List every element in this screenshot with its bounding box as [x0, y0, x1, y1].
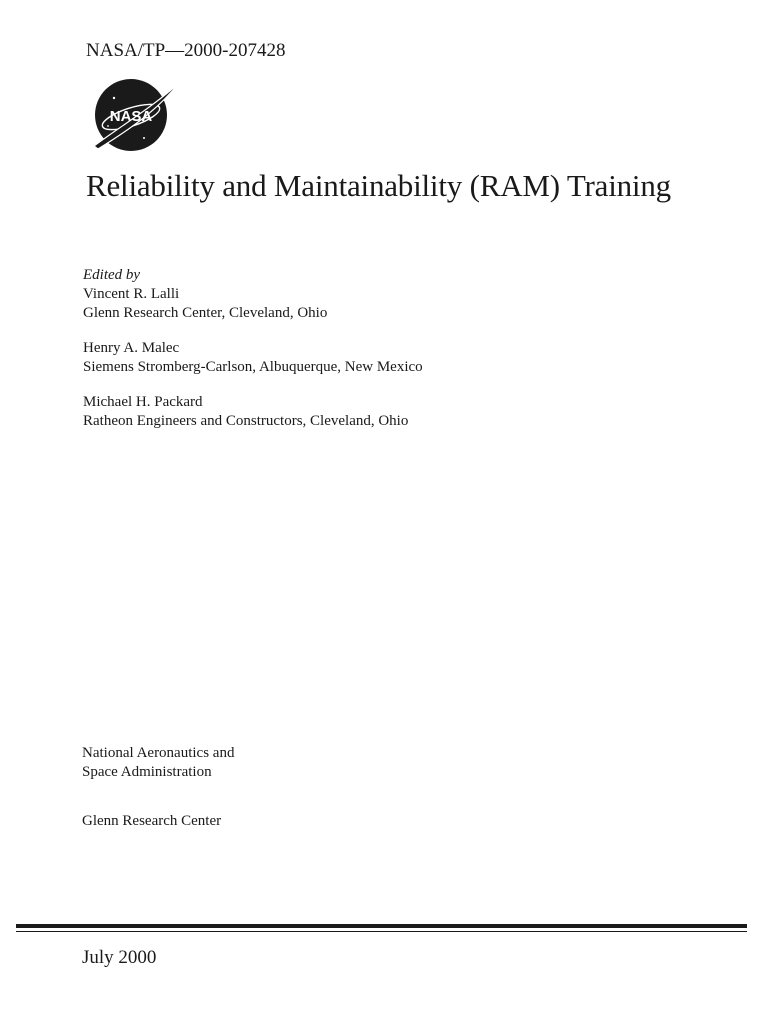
- logo-star: [107, 125, 109, 127]
- editor-name: Henry A. Malec: [83, 340, 180, 356]
- editor-group-3: [83, 393, 423, 431]
- editor-name: Vincent R. Lalli: [83, 286, 180, 302]
- edited-by-label: Edited by: [83, 267, 141, 283]
- publisher-line-1: National Aeronautics and: [82, 745, 235, 761]
- logo-star: [113, 97, 115, 99]
- editor-group-2: [83, 339, 423, 377]
- publisher-block: [82, 744, 234, 782]
- editors-block: [83, 266, 423, 447]
- editor-affiliation: Glenn Research Center, Cleveland, Ohio: [83, 305, 328, 321]
- logo-star: [143, 137, 145, 139]
- editor-name: Michael H. Packard: [83, 394, 203, 410]
- publisher-line-2: Space Administration: [82, 764, 212, 780]
- logo-wordmark: NASA: [109, 108, 153, 125]
- editor-affiliation: Ratheon Engineers and Constructors, Cleveland, Ohio: [83, 413, 409, 429]
- research-center: Glenn Research Center: [82, 813, 222, 829]
- divider-thin: [16, 931, 747, 932]
- report-number: NASA/TP—2000-207428: [86, 40, 286, 61]
- publication-date: July 2000: [82, 947, 157, 968]
- divider-thick: [16, 924, 747, 928]
- editor-group-1: [83, 266, 423, 323]
- document-title: Reliability and Maintainability (RAM) Training: [86, 168, 671, 203]
- nasa-logo: [84, 76, 184, 156]
- editor-affiliation: Siemens Stromberg-Carlson, Albuquerque, New Mexico: [83, 359, 423, 375]
